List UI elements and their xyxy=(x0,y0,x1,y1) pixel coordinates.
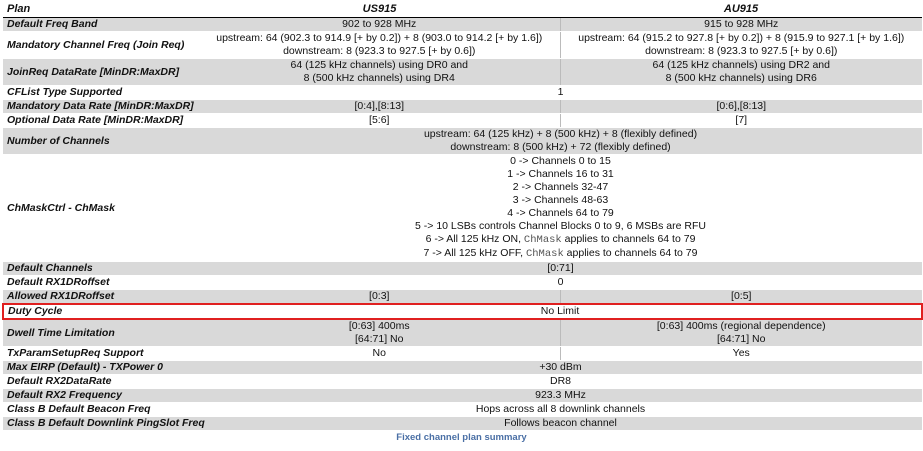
chmask-line: 0 -> Channels 0 to 15 xyxy=(510,155,611,167)
shared-value: Hops across all 8 downlink channels xyxy=(199,403,922,417)
chmask-line: 3 -> Channels 48-63 xyxy=(512,194,609,206)
row-label: Default RX1DRoffset xyxy=(3,276,199,290)
chmask-line xyxy=(203,233,918,247)
chmask-text: 6 -> All 125 kHz ON, xyxy=(425,233,524,245)
row-label: Allowed RX1DRoffset xyxy=(3,290,199,305)
row-label: Number of Channels xyxy=(3,128,199,155)
au915-value: [0:6],[8:13] xyxy=(560,100,922,114)
shared-value: 923.3 MHz xyxy=(199,389,922,403)
header-plan: Plan xyxy=(3,2,199,18)
au915-line: [0:63] 400ms (regional dependence) xyxy=(656,320,826,332)
chmask-text: 7 -> All 125 kHz OFF, xyxy=(423,247,526,259)
row-default-channels xyxy=(3,262,922,276)
channel-plan-table xyxy=(2,2,923,431)
au915-value xyxy=(560,59,922,86)
row-label: TxParamSetupReq Support xyxy=(3,347,199,361)
table-caption: Fixed channel plan summary xyxy=(396,432,527,443)
chmask-text: applies to channels 64 to 79 xyxy=(563,247,698,259)
au915-value: 915 to 928 MHz xyxy=(560,18,922,32)
row-label: Max EIRP (Default) - TXPower 0 xyxy=(3,361,199,375)
row-label: Default Channels xyxy=(3,262,199,276)
au915-line: downstream: 8 (923.3 to 927.5 [+ by 0.6]) xyxy=(645,45,838,57)
row-mandatory-data-rate xyxy=(3,100,922,114)
us915-line: upstream: 64 (902.3 to 914.9 [+ by 0.2]) + 8 (903.0 to 914.2 [+ by 1.6]) xyxy=(216,32,543,44)
value-line: upstream: 64 (125 kHz) + 8 (500 kHz) + 8 (flexibly defined) xyxy=(423,128,698,140)
shared-value: DR8 xyxy=(199,375,922,389)
au915-value: Yes xyxy=(560,347,922,361)
row-label: Class B Default Beacon Freq xyxy=(3,403,199,417)
row-label: CFList Type Supported xyxy=(3,86,199,100)
row-default-rx1droffset xyxy=(3,276,922,290)
row-label: Mandatory Data Rate [MinDR:MaxDR] xyxy=(3,100,199,114)
us915-value: No xyxy=(199,347,560,361)
row-label: Duty Cycle xyxy=(3,304,199,319)
au915-line: [64:71] No xyxy=(717,333,766,345)
row-cflist-type xyxy=(3,86,922,100)
chmask-line: 5 -> 10 LSBs controls Channel Blocks 0 to 9, 6 MSBs are RFU xyxy=(415,220,706,232)
row-label: Mandatory Channel Freq (Join Req) xyxy=(3,32,199,59)
us915-line: downstream: 8 (923.3 to 927.5 [+ by 0.6]) xyxy=(283,45,476,57)
chmask-line xyxy=(203,247,918,261)
au915-value xyxy=(560,32,922,59)
shared-value: No Limit xyxy=(199,304,922,319)
row-label: JoinReq DataRate [MinDR:MaxDR] xyxy=(3,59,199,86)
row-txparamsetupreq xyxy=(3,347,922,361)
shared-value: Follows beacon channel xyxy=(199,417,922,431)
row-max-eirp xyxy=(3,361,922,375)
row-label: Dwell Time Limitation xyxy=(3,319,199,347)
row-optional-data-rate xyxy=(3,114,922,128)
header-au915: AU915 xyxy=(560,2,922,18)
chmask-line: 2 -> Channels 32-47 xyxy=(512,181,609,193)
row-allowed-rx1droffset xyxy=(3,290,922,305)
us915-value: [5:6] xyxy=(199,114,560,128)
row-default-freq-band xyxy=(3,18,922,32)
row-label: Default RX2DataRate xyxy=(3,375,199,389)
au915-value xyxy=(560,319,922,347)
shared-value: 0 xyxy=(199,276,922,290)
row-joinreq-datarate xyxy=(3,59,922,86)
row-default-rx2-frequency xyxy=(3,389,922,403)
au915-value: [0:5] xyxy=(560,290,922,305)
chmask-line: 1 -> Channels 16 to 31 xyxy=(507,168,614,180)
us915-value: 902 to 928 MHz xyxy=(199,18,560,32)
row-label: ChMaskCtrl - ChMask xyxy=(3,155,199,262)
shared-value: 1 xyxy=(199,86,922,100)
row-duty-cycle xyxy=(3,304,922,319)
channel-plan-table-container xyxy=(2,2,921,443)
row-chmaskctrl xyxy=(3,155,922,262)
row-label: Class B Default Downlink PingSlot Freq xyxy=(3,417,199,431)
row-dwell-time xyxy=(3,319,922,347)
au915-line: 8 (500 kHz channels) using DR6 xyxy=(665,72,817,84)
value-line: downstream: 8 (500 kHz) + 72 (flexibly defined) xyxy=(450,141,671,153)
us915-value: [0:4],[8:13] xyxy=(199,100,560,114)
row-label: Optional Data Rate [MinDR:MaxDR] xyxy=(3,114,199,128)
us915-line: 64 (125 kHz channels) using DR0 and xyxy=(290,59,468,71)
us915-value: [0:3] xyxy=(199,290,560,305)
shared-value: [0:71] xyxy=(199,262,922,276)
au915-value: [7] xyxy=(560,114,922,128)
au915-line: upstream: 64 (915.2 to 927.8 [+ by 0.2]) + 8 (915.9 to 927.1 [+ by 1.6]) xyxy=(578,32,905,44)
us915-line: [0:63] 400ms xyxy=(348,320,410,332)
shared-value xyxy=(199,155,922,262)
row-number-of-channels xyxy=(3,128,922,155)
row-class-b-pingslot xyxy=(3,417,922,431)
shared-value: +30 dBm xyxy=(199,361,922,375)
us915-value xyxy=(199,59,560,86)
table-header-row xyxy=(3,2,922,18)
row-class-b-beacon xyxy=(3,403,922,417)
us915-value xyxy=(199,32,560,59)
row-label: Default RX2 Frequency xyxy=(3,389,199,403)
row-mandatory-channel-freq xyxy=(3,32,922,59)
shared-value xyxy=(199,128,922,155)
chmask-code: ChMask xyxy=(525,248,564,260)
us915-line: 8 (500 kHz channels) using DR4 xyxy=(303,72,455,84)
header-us915: US915 xyxy=(199,2,560,18)
chmask-line: 4 -> Channels 64 to 79 xyxy=(507,207,614,219)
au915-line: 64 (125 kHz channels) using DR2 and xyxy=(652,59,830,71)
us915-line: [64:71] No xyxy=(355,333,404,345)
row-default-rx2datarate xyxy=(3,375,922,389)
chmask-code: ChMask xyxy=(523,234,562,246)
row-label: Default Freq Band xyxy=(3,18,199,32)
us915-value xyxy=(199,319,560,347)
chmask-text: applies to channels 64 to 79 xyxy=(561,233,696,245)
